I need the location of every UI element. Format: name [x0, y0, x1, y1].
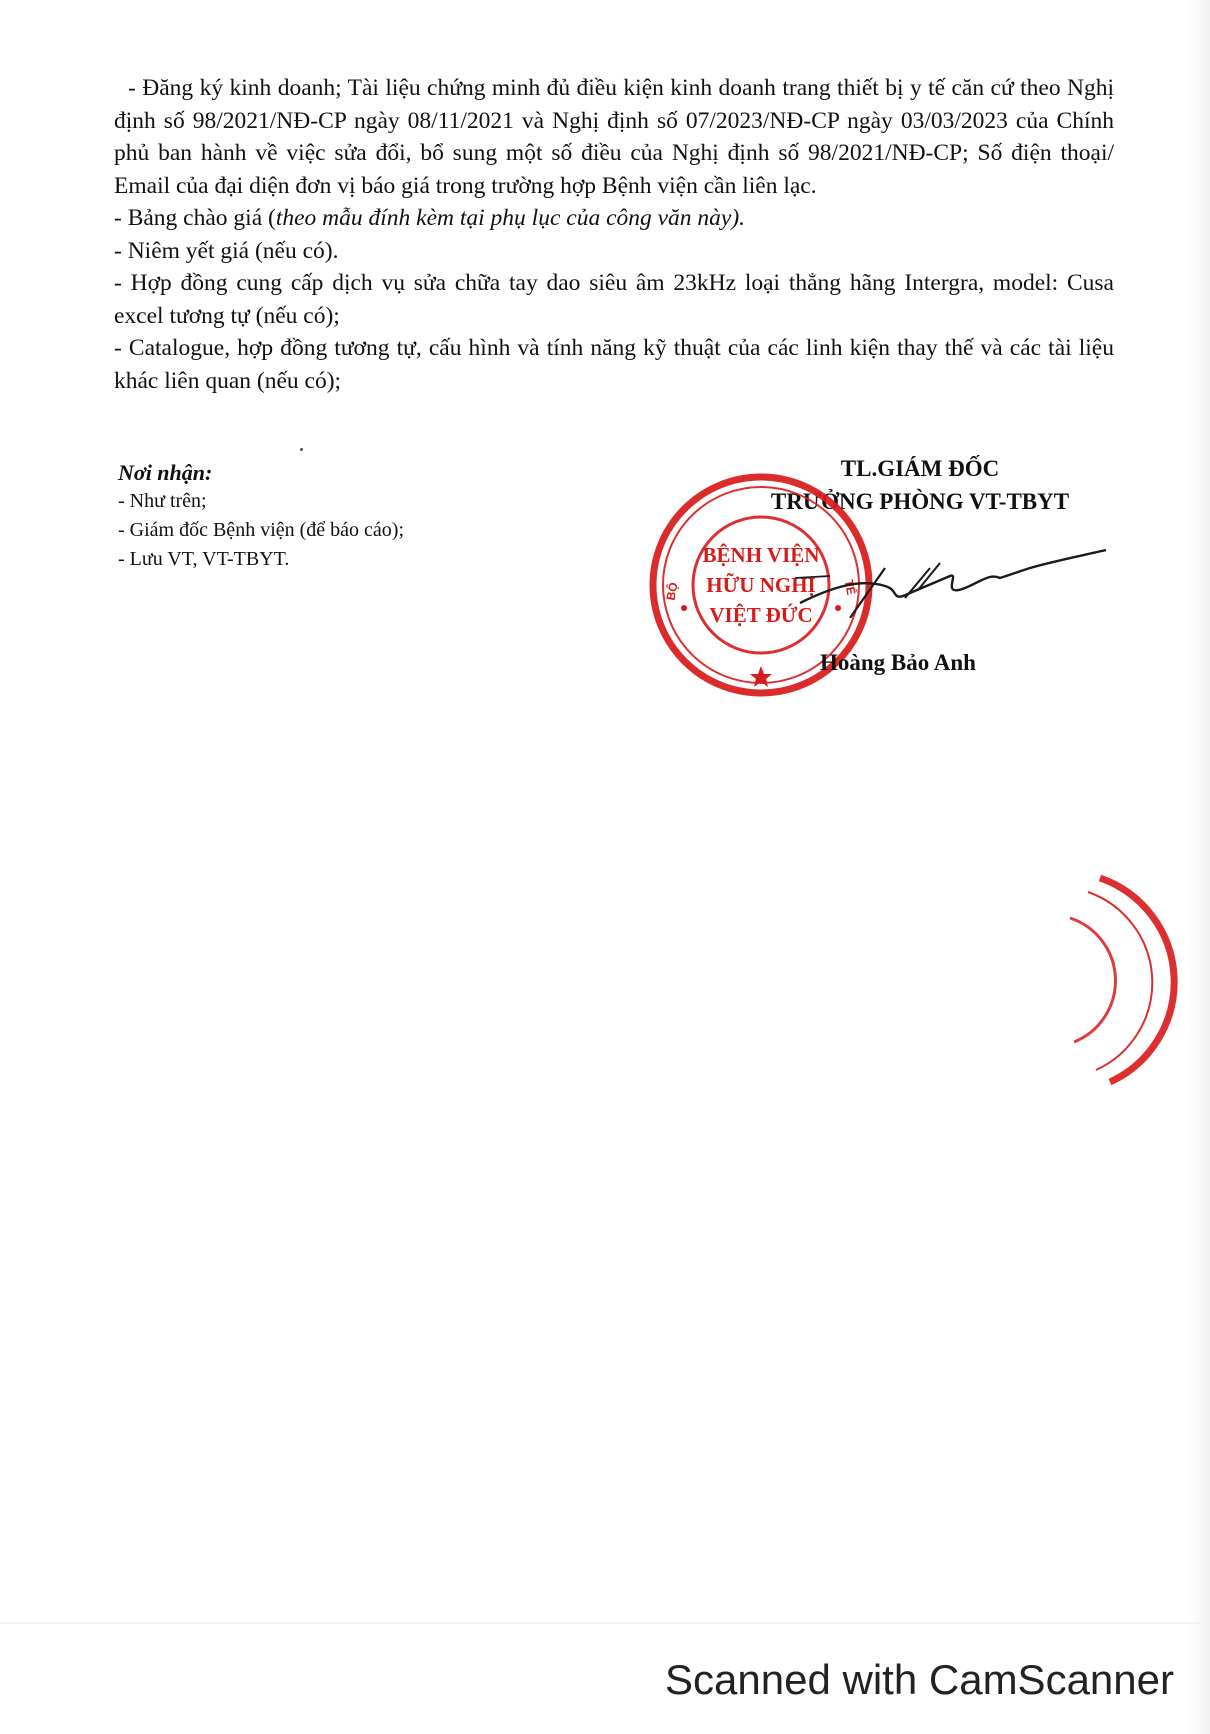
signature-title-line1: TL.GIÁM ĐỐC [840, 456, 1000, 481]
document-body [114, 72, 1114, 397]
recipient-item: - Như trên; [118, 490, 207, 512]
paragraph-catalogue: - Catalogue, hợp đồng tương tự, cấu hình và tính năng kỹ thuật của các linh kiện thay thế và các tài liệu khác liên quan (nếu có); [114, 335, 1114, 394]
recipients-block [118, 458, 638, 574]
scan-speck [300, 448, 303, 451]
scan-edge-shade [1188, 0, 1210, 1734]
stamp-right-text: TẾ [841, 578, 859, 597]
paragraph-business-registration: - Đăng ký kinh doanh; Tài liệu chứng minh đủ điều kiện kinh doanh trang thiết bị y tế căn cứ theo Nghị định số 98/2021/NĐ-CP ngày 08/11/2021 và Nghị định số 07/2023/NĐ-CP ngày 03/03/2023 của Chính phủ ban hành về việc sửa đổi, bổ sung một số điều của Nghị định số 98/2021/NĐ-CP; Số điện thoại/ Email của đại diện đơn vị báo giá trong trường hợp Bệnh viện cần liên lạc. [114, 75, 1114, 199]
recipient-item: - Giám đốc Bệnh viện (để báo cáo); [118, 519, 405, 541]
camscanner-watermark: Scanned with CamScanner [665, 1656, 1174, 1703]
recipient-item: - Lưu VT, VT-TBYT. [118, 548, 290, 570]
stamp-line1: BỆNH VIỆN [702, 543, 820, 567]
paragraph-price-quote: - Bảng chào giá (theo mẫu đính kèm tại phụ lục của công văn này). [114, 205, 746, 231]
scan-fold-line [0, 1622, 1210, 1624]
recipients-title: Nơi nhận: [118, 460, 213, 485]
stamp-line2: HỮU NGHỊ [706, 573, 816, 597]
paragraph-service-contract: - Hợp đồng cung cấp dịch vụ sửa chữa tay dao siêu âm 23kHz loại thẳng hãng Intergra, model: Cusa excel tương tự (nếu có); [114, 270, 1114, 329]
stamp-line3: VIỆT ĐỨC [709, 603, 813, 627]
paragraph-price-listing: - Niêm yết giá (nếu có). [114, 237, 339, 264]
stamp-left-text: BỘ [663, 581, 681, 602]
signature-title-line2: TRƯỞNG PHÒNG VT-TBYT [770, 489, 1070, 514]
signer-name: Hoàng Bảo Anh [820, 650, 976, 675]
handwritten-signature [790, 548, 1110, 618]
partial-seal-stamp [1040, 870, 1190, 1090]
